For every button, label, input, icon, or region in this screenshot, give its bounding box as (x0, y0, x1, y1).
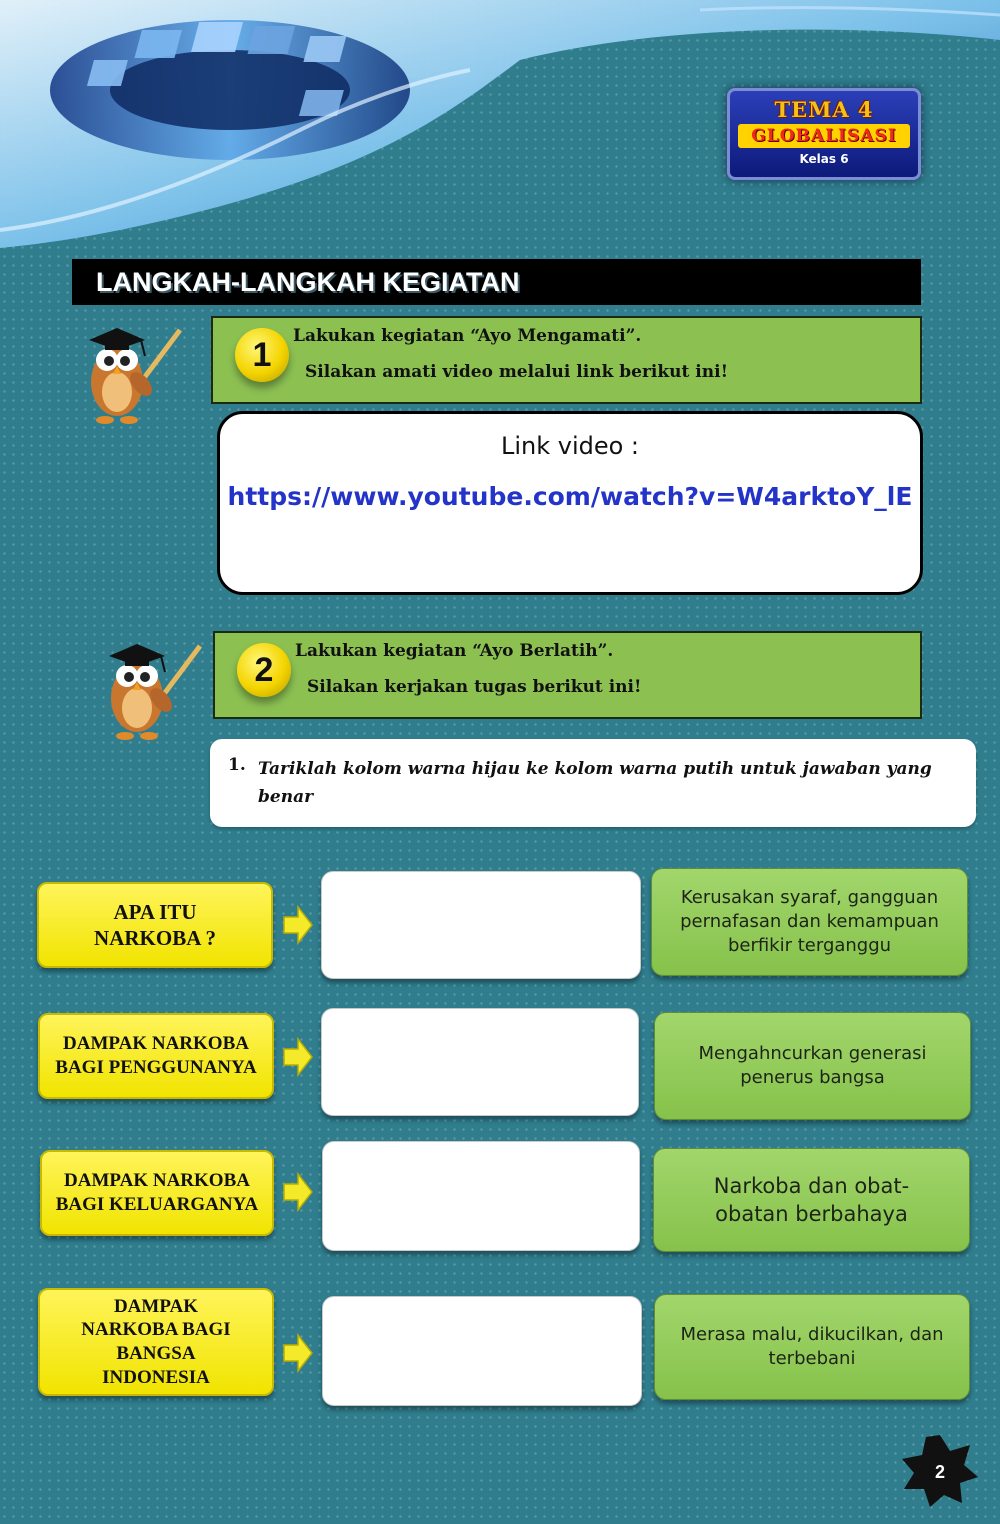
page-number: 2 (934, 1462, 946, 1482)
answer-drop-zone-4[interactable] (322, 1296, 642, 1406)
question-box-1: APA ITU NARKOBA ? (37, 882, 273, 968)
question-box-3: DAMPAK NARKOBA BAGI KELUARGANYA (40, 1150, 274, 1236)
answer-drop-zone-3[interactable] (322, 1141, 640, 1251)
arrow-right-icon (282, 1333, 314, 1373)
answer-drop-zone-1[interactable] (321, 871, 641, 979)
tema-badge (727, 88, 921, 180)
owl-teacher-icon (75, 310, 185, 428)
badge-kelas: Kelas 6 (799, 152, 849, 166)
step-1-number: 1 (235, 328, 289, 382)
step-2-line1: Lakukan kegiatan “Ayo Berlatih”. (295, 641, 614, 661)
step-2-box (213, 631, 922, 719)
arrow-right-icon (282, 905, 314, 945)
owl-teacher-icon-2 (95, 626, 205, 744)
section-title: LANGKAH-LANGKAH KEGIATAN (72, 259, 921, 305)
answer-option-2[interactable]: Mengahncurkan generasi penerus bangsa (654, 1012, 971, 1120)
page-number-star (900, 1433, 980, 1509)
step-1-line2: Silakan amati video melalui link berikut ini! (305, 362, 729, 382)
question-box-2: DAMPAK NARKOBA BAGI PENGGUNANYA (38, 1013, 274, 1099)
instruction-text: Tariklah kolom warna hijau ke kolom warna putih untuk jawaban yang benar (258, 759, 932, 807)
instruction-number: 1. (228, 755, 246, 775)
badge-tema: TEMA 4 (774, 97, 874, 122)
answer-drop-zone-2[interactable] (321, 1008, 639, 1116)
answer-option-1[interactable]: Kerusakan syaraf, gangguan pernafasan dan kemampuan berfikir terganggu (651, 868, 968, 976)
step-2-line2: Silakan kerjakan tugas berikut ini! (307, 677, 642, 697)
link-video-box (217, 411, 923, 595)
arrow-right-icon (282, 1172, 314, 1212)
question-box-4: DAMPAK NARKOBA BAGI BANGSA INDONESIA (38, 1288, 274, 1396)
arrow-right-icon (282, 1037, 314, 1077)
step-1-line1: Lakukan kegiatan “Ayo Mengamati”. (293, 326, 642, 346)
video-link[interactable]: https://www.youtube.com/watch?v=W4arktoY_lE (227, 482, 913, 511)
step-2-number: 2 (237, 643, 291, 697)
step-1-box (211, 316, 922, 404)
link-label: Link video : (500, 432, 640, 460)
answer-option-3[interactable]: Narkoba dan obat-obatan berbahaya (653, 1148, 970, 1252)
instruction-box (210, 739, 976, 827)
answer-option-4[interactable]: Merasa malu, dikucilkan, dan terbebani (654, 1294, 970, 1400)
badge-subtitle: GLOBALISASI (738, 124, 910, 148)
